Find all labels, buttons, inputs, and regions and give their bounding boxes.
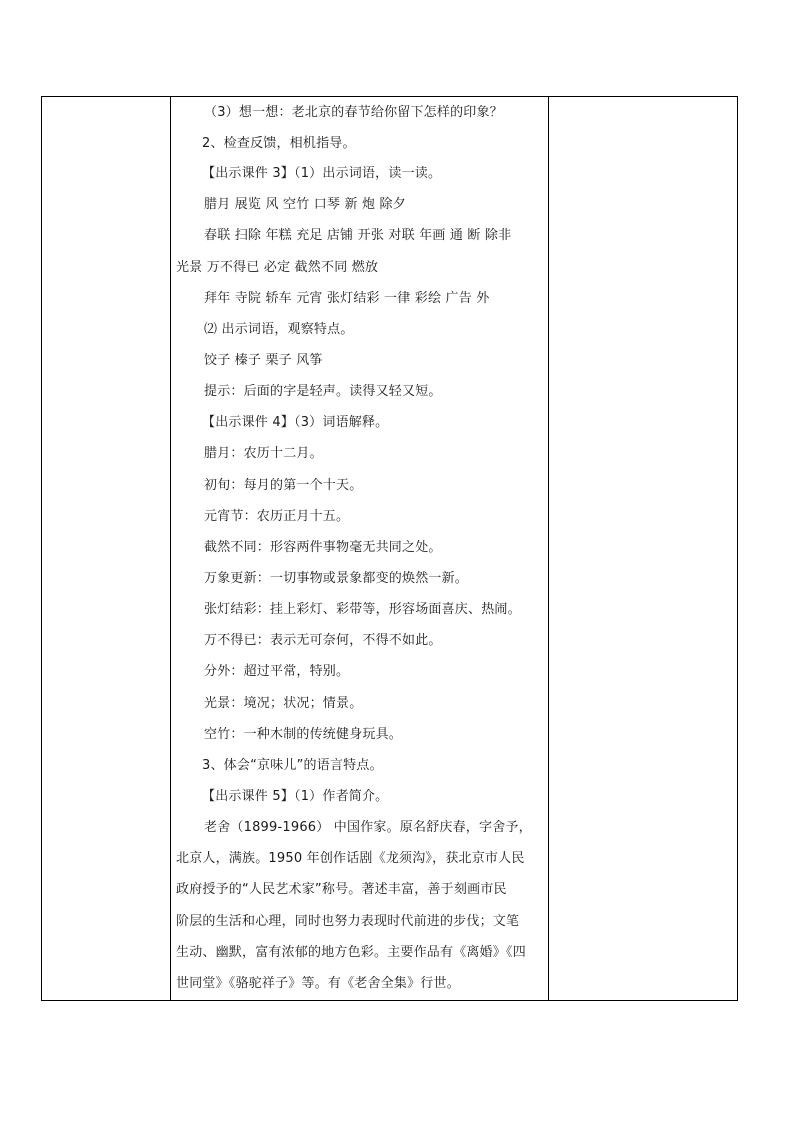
content-line: 元宵节：农历正月十五。 bbox=[204, 509, 350, 524]
content-line: 阶层的生活和心理，同时也努力表现时代前进的步伐；文笔 bbox=[176, 914, 520, 929]
content-line: 政府授予的“人民艺术家”称号。著述丰富，善于刻画市民 bbox=[176, 882, 507, 897]
content-line: 提示：后面的字是轻声。读得又轻又短。 bbox=[204, 384, 442, 399]
content-line: 初旬：每月的第一个十天。 bbox=[204, 478, 363, 493]
content-line: 生动、幽默，富有浓郁的地方色彩。主要作品有《离婚》《四 bbox=[176, 945, 526, 960]
column-divider-left bbox=[170, 97, 171, 1000]
content-line: 张灯结彩：挂上彩灯、彩带等，形容场面喜庆、热闹。 bbox=[204, 602, 521, 617]
content-line: 分外：超过平常，特别。 bbox=[204, 664, 350, 679]
content-line: （3）想一想：老北京的春节给你留下怎样的印象？ bbox=[204, 105, 503, 120]
content-line: 北京人，满族。1950 年创作话剧《龙须沟》，获北京市人民 bbox=[176, 851, 525, 866]
content-line: 春联 扫除 年糕 充足 店铺 开张 对联 年画 通 断 除非 bbox=[204, 228, 512, 243]
content-line: 世同堂》《骆驼祥子》等。有《老舍全集》行世。 bbox=[176, 976, 460, 991]
content-line: 万不得已：表示无可奈何，不得不如此。 bbox=[204, 633, 442, 648]
content-line: 【出示课件 3】（1）出示词语，读一读。 bbox=[202, 166, 442, 181]
content-line: 3、体会“京味儿”的语言特点。 bbox=[202, 758, 383, 773]
content-line: 2、检查反馈，相机指导。 bbox=[202, 136, 356, 151]
content-line: 拜年 寺院 轿车 元宵 张灯结彩 一律 彩绘 广告 外 bbox=[204, 291, 490, 306]
content-line: 腊月：农历十二月。 bbox=[204, 446, 323, 461]
content-line: 截然不同：形容两件事物毫无共同之处。 bbox=[204, 540, 442, 555]
content-line: 光景：境况；状况；情景。 bbox=[204, 696, 363, 711]
content-line: 万象更新：一切事物或景象都变的焕然一新。 bbox=[204, 571, 469, 586]
content-line: 老舍（1899-1966） 中国作家。原名舒庆春，字舍予， bbox=[204, 820, 532, 835]
content-line: 空竹：一种木制的传统健身玩具。 bbox=[204, 727, 403, 742]
column-divider-right bbox=[548, 97, 549, 1000]
content-line: 光景 万不得已 必定 截然不同 燃放 bbox=[176, 260, 379, 275]
content-line: 【出示课件 5】（1）作者简介。 bbox=[202, 789, 389, 804]
content-line: 【出示课件 4】（3）词语解释。 bbox=[202, 415, 389, 430]
content-line: ⑵ 出示词语，观察特点。 bbox=[204, 322, 354, 337]
content-line: 腊月 展览 风 空竹 口琴 新 炮 除夕 bbox=[204, 197, 406, 212]
content-line: 饺子 榛子 栗子 风筝 bbox=[204, 353, 323, 368]
